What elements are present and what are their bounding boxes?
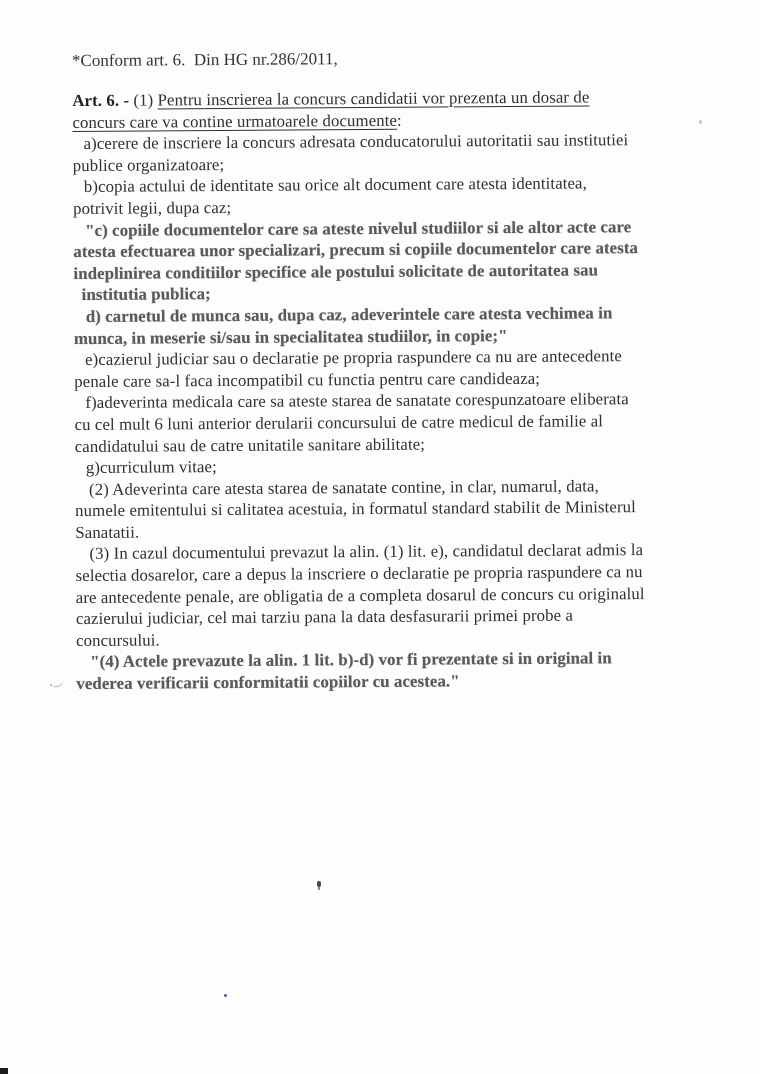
- text-segment: vederea verificarii conformitatii copiilor cu acestea.": [76, 671, 460, 694]
- faint-scan-speck: [699, 120, 702, 124]
- text-segment: penale care sa-l faca incompatibil cu functia pentru care candideaza;: [74, 368, 541, 391]
- paragraph-alin-2: [75, 474, 735, 543]
- text-segment: cu cel mult 6 luni anterior derularii concursului de catre medicul de familie al: [74, 411, 604, 434]
- text-segment: f)adeverinta medicala care sa ateste starea de sanatate corespunzatoare eliberata: [85, 389, 629, 413]
- text-segment: :: [396, 110, 402, 130]
- text-segment: (2) Adeverinta care atesta starea de sanatate contine, in clar, numarul, data,: [88, 476, 599, 499]
- text-segment: selectia dosarelor, care a depus la inscriere o declaratie pe propria raspundere ca nu: [75, 562, 643, 586]
- text-line: [76, 668, 736, 694]
- text-segment: concurs care va contine urmatoarele documente: [72, 110, 398, 132]
- text-segment: Pentru inscrierea la concurs candidatii vor prezenta un dosar de: [157, 87, 590, 110]
- text-segment: e)cazierul judiciar sau o declaratie pe propria raspundere ca nu are antecedente: [85, 346, 622, 370]
- text-segment: concursului.: [75, 630, 160, 650]
- paragraph-art-6-alin-1-intro: [72, 85, 732, 133]
- text-segment: Art. 6. -: [72, 90, 134, 111]
- text-segment: "(4) Actele prevazute la alin. 1 lit. b)-d) vor fi prezentate si in original in: [90, 648, 612, 672]
- paragraph-item-d-quoted: [74, 301, 734, 349]
- pencil-dot-mark: [50, 684, 52, 686]
- text-segment: institutia publica;: [81, 284, 211, 305]
- text-segment: (3) In cazul documentului prevazut la alin. (1) lit. e), candidatul declarat admis la: [89, 540, 644, 564]
- paragraph-alin-4-quoted: [76, 647, 736, 695]
- document-body: [72, 85, 736, 694]
- text-segment: candidatului sau de catre unitatile sanitare abilitate;: [74, 434, 426, 456]
- pencil-squiggle-mark: [51, 678, 63, 688]
- blue-pen-dot-mark: [224, 994, 227, 997]
- text-segment: are antecedente penale, are obligatia de a completa dosarul de concurs cu originalul: [75, 583, 645, 607]
- text-segment: munca, in meserie si/sau in specialitatea studiilor, in copie;": [73, 325, 508, 348]
- text-segment: a)cerere de inscriere la concurs adresata conducatorului autoritatii sau institutiei: [83, 130, 629, 154]
- paragraph-item-b: [73, 172, 733, 220]
- text-segment: d) carnetul de munca sau, dupa caz, adeverintele care atesta vechimea in: [85, 303, 613, 326]
- text-segment: atesta efectuarea unor specializari, precum si copiile documentelor care atesta: [73, 238, 639, 262]
- ink-speck-tail: [318, 887, 320, 890]
- text-line: [73, 237, 733, 263]
- text-segment: cazierului judiciar, cel mai tarziu pana la data desfasurarii primei probe a: [75, 605, 574, 629]
- text-segment: b)copia actului de identitate sau orice alt document care atesta identitatea,: [83, 173, 587, 197]
- paragraph-item-f: [74, 388, 734, 457]
- text-segment: potrivit legii, dupa caz;: [72, 197, 232, 219]
- scanner-corner-mark: [0, 1068, 8, 1074]
- text-segment: numele emitentului si calitatea acestuia, in formatul standard stabilit de Ministerul: [75, 497, 636, 521]
- text-segment: Sanatatii.: [75, 522, 140, 542]
- paragraph-item-e: [74, 345, 734, 393]
- text-segment: "c) copiile documentelor care sa ateste nivelul studiilor si ale altor acte care: [85, 216, 632, 240]
- text-segment: g)curriculum vitae;: [85, 457, 217, 478]
- paragraph-item-a: [73, 129, 733, 177]
- text-segment: publice organizatoare;: [72, 154, 225, 175]
- paragraph-alin-3: [75, 539, 736, 652]
- paragraph-item-c-quoted: [73, 215, 734, 306]
- text-segment: indeplinirea conditiilor specifice ale postului solicitate de autoritatea sau: [73, 260, 599, 283]
- text-segment: (1): [133, 90, 158, 110]
- reference-note: *Conform art. 6. Din HG nr.286/2011,: [71, 49, 338, 71]
